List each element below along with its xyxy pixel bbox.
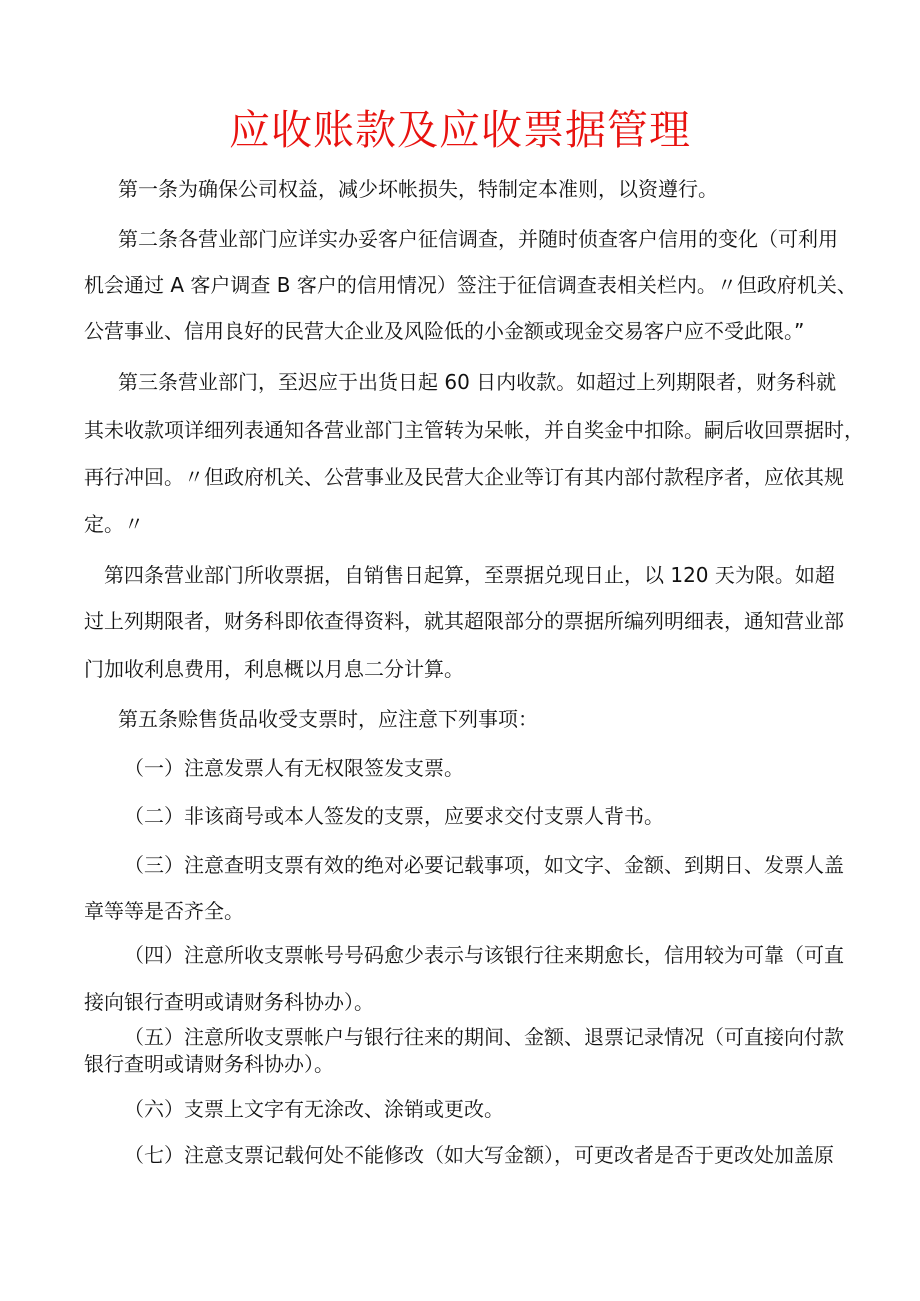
text-line: 再行冲回。〃但政府机关、公营事业及民营大企业等订有其内部付款程序者，应依其规 [84, 465, 844, 489]
text-line: 公营事业、信用良好的民营大企业及风险低的小金额或现金交易客户应不受此限。” [84, 319, 805, 343]
list-item: （一）注意发票人有无权限签发支票。 [124, 756, 464, 780]
list-item: （五）注意所收支票帐户与银行往来的期间、金额、退票记录情况（可直接向付款 [124, 1025, 844, 1049]
list-item-continuation: 银行查明或请财务科协办）。 [84, 1052, 334, 1076]
page-title: 应收账款及应收票据管理 [229, 106, 691, 154]
text-line: 其未收款项详细列表通知各营业部门主管转为呆帐，并自奖金中扣除。嗣后收回票据时， [84, 418, 864, 442]
list-item: （六）支票上文字有无涂改、涂销或更改。 [124, 1097, 504, 1121]
list-item: （二）非该商号或本人签发的支票，应要求交付支票人背书。 [124, 804, 664, 828]
list-item: （四）注意所收支票帐号号码愈少表示与该银行往来期愈长，信用较为可靠（可直 [124, 943, 844, 967]
list-item: （三）注意查明支票有效的绝对必要记载事项，如文字、金额、到期日、发票人盖 [124, 853, 844, 877]
text-line: 第三条营业部门，至迟应于出货日起 60 日内收款。如超过上列期限者，财务科就 [118, 370, 837, 394]
text-line: 第四条营业部门所收票据，自销售日起算，至票据兑现日止，以 120 天为限。如超 [104, 563, 835, 587]
text-line: 过上列期限者，财务科即依查得资料，就其超限部分的票据所编列明细表，通知营业部 [84, 609, 844, 633]
list-item-continuation: 接向银行查明或请财务科协办）。 [84, 990, 374, 1014]
text-line: 第一条为确保公司权益，减少坏帐损失，特制定本准则，以资遵行。 [118, 177, 718, 201]
list-item: （七）注意支票记载何处不能修改（如大写金额），可更改者是否于更改处加盖原 [124, 1143, 834, 1167]
list-item-continuation: 章等等是否齐全。 [84, 899, 244, 923]
text-line: 机会通过 A 客户调查 B 客户的信用情况）签注于征信调查表相关栏内。〃但政府机关、 [84, 273, 857, 297]
text-line: 第二条各营业部门应详实办妥客户征信调查，并随时侦查客户信用的变化（可利用 [118, 227, 838, 251]
text-line: 门加收利息费用，利息概以月息二分计算。 [84, 657, 464, 681]
text-line: 第五条赊售货品收受支票时，应注意下列事项： [118, 707, 538, 731]
text-line: 定。〃 [84, 512, 144, 536]
